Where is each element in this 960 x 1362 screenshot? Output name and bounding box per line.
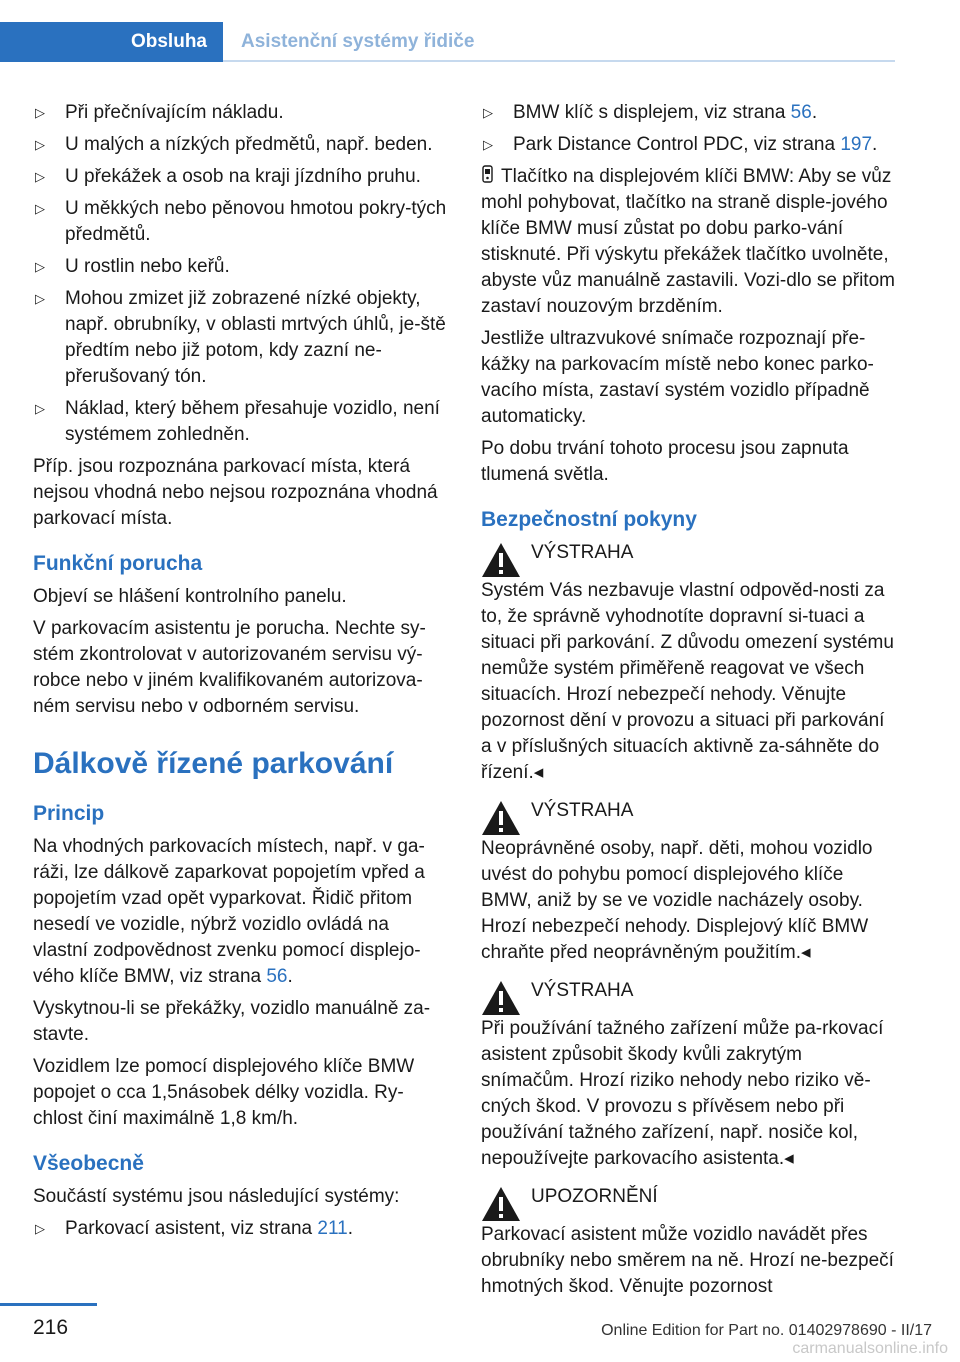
heading-general: Všeobecně [33, 1152, 144, 1175]
arrow-right-icon: ▷ [35, 291, 45, 306]
list-item-text: . [347, 1218, 353, 1239]
list-item-text: U malých a nízkých předmětů, např. beden. [65, 134, 433, 155]
tab-underline [223, 60, 895, 62]
tab-assistant-systems[interactable]: Asistenční systémy řidiče [241, 31, 475, 52]
list-item-text: BMW klíč s displejem, viz strana [513, 102, 791, 123]
heading-fault: Funkční porucha [33, 552, 203, 575]
warning-title [531, 798, 633, 824]
list-item [33, 100, 448, 126]
heading-remote-parking: Dálkově řízené parkování [33, 747, 394, 780]
paragraph: Jestliže ultrazvukové snímače rozpoznají pře-kážky na parkovacím místě nebo konec parko-vacího místa, zastaví systém vozidlo případně automaticky. [481, 328, 874, 427]
warning-title-text: UPOZORNĚNÍ [531, 1186, 658, 1207]
paragraph: V parkovacím asistentu je porucha. Nechte sy-stém zkontrolovat v autorizovaném servisu vý-robce nebo v jiném kvalifikovaném autorizova-ném servisu nebo v odborném servisu. [33, 618, 426, 717]
warning-head [481, 1184, 896, 1222]
warning-text: Parkovací asistent může vozidlo navádět přes obrubníky nebo směrem na ně. Hrozí ne-bezpečí hmotných škod. Věnujte pozornost [481, 1224, 894, 1297]
arrow-right-icon: ▷ [35, 169, 45, 184]
warning-title-text: VÝSTRAHA [531, 980, 634, 1001]
list-item [33, 396, 448, 448]
paragraph: Objeví se hlášení kontrolního panelu. [33, 586, 347, 607]
warning-triangle-icon [481, 542, 521, 578]
warning-block [481, 798, 896, 966]
footer-edition: Online Edition for Part no. 01402978690 - II/17 [601, 1322, 932, 1339]
list-item-text: U rostlin nebo keřů. [65, 256, 230, 277]
list-item [33, 164, 448, 190]
list-item-text: . [811, 102, 818, 123]
arrow-right-icon: ▷ [35, 259, 45, 274]
warning-title-text: VÝSTRAHA [531, 800, 634, 821]
warning-head [481, 540, 896, 578]
warning-block [481, 978, 896, 1172]
tab-active-label: Obsluha [130, 31, 207, 52]
paragraph [481, 164, 896, 320]
watermark: carmanualsonline.info [792, 1340, 948, 1357]
notice-block [481, 1184, 896, 1300]
page-link-211[interactable]: 211 [317, 1218, 348, 1239]
paragraph: Součástí systému jsou následující systémy: [33, 1186, 400, 1207]
warning-title [531, 540, 633, 566]
list-item-text: U měkkých nebo pěnovou hmotou pokry-tých předmětů. [65, 198, 447, 245]
warning-text: Systém Vás nezbavuje vlastní odpověd-nosti za to, že správně vyhodnotíte dopravní si-tuaci a situaci při parkování. Z důvodu omezení systému nemůže systém přiměřeně reagovat ve všech situacích. Hrozí nebezpečí nehody. Věnujte pozornost dění v provozu a situaci při parkování a v příslušných situacích aktivně za-sáhněte do řízení.◂ [481, 580, 894, 783]
warning-title [531, 978, 633, 1004]
paragraph: Vyskytnou-li se překážky, vozidlo manuálně za-stavte. [33, 998, 431, 1045]
list-item-text: U překážek a osob na kraji jízdního pruhu. [65, 166, 421, 187]
list-item-text: . [872, 134, 878, 155]
list-item-text: Náklad, který během přesahuje vozidlo, není systémem zohledněn. [65, 398, 440, 445]
heading-principle: Princip [33, 802, 105, 825]
warning-triangle-icon [481, 980, 521, 1016]
paragraph: Vozidlem lze pomocí displejového klíče BMW popojet o cca 1,5násobek délky vozidla. Ry-chlost činí maximálně 1,8 km/h. [33, 1056, 415, 1129]
arrow-right-icon: ▷ [35, 137, 45, 152]
left-column [33, 100, 448, 1248]
arrow-right-icon: ▷ [35, 1221, 45, 1236]
list-item [481, 132, 896, 158]
list-item [33, 132, 448, 158]
list-item [33, 254, 448, 280]
warning-title-text: VÝSTRAHA [531, 542, 634, 563]
warning-text: Při používání tažného zařízení může pa-rkovací asistent způsobit škody kvůli zakrytým snímačům. Hrozí riziko nehody nebo riziko vě-cných škod. V provozu s přívěsem nebo při používání tažného zařízení, např. nosiče kol, nepoužívejte parkovacího asistenta.◂ [481, 1018, 884, 1169]
list-item-text: Mohou zmizet již zobrazené nízké objekty, např. obrubníky, v oblasti mrtvých úhlů, je-ště předtím nebo již potom, kdy zazní ne-přerušovaný tón. [65, 288, 446, 387]
tab-obsluha[interactable] [0, 22, 223, 62]
paragraph-text: Na vhodných parkovacích místech, např. v ga-ráži, lze dálkově zaparkovat popojetím vpřed a popojetím vzad opět vyparkovat. Řidič přitom nesedí ve vozidle, nýbrž vozidlo ovládá na vlastní zodpovědnost zvenku pomocí displejo-vého klíče BMW, viz strana [33, 836, 425, 987]
paragraph-text: Tlačítko na displejovém klíči BMW: Aby se vůz mohl pohybovat, tlačítko na straně disple-jového klíče BMW musí zůstat po dobu parko-vání stisknuté. Při výskytu překážek tlačítko uvolněte, abyste vůz manuálně zastavili. Vozi-dlo se přitom zastaví nouzovým brzděním. [481, 166, 895, 317]
list-item [33, 1216, 448, 1242]
page-number: 216 [33, 1316, 69, 1339]
paragraph: Po dobu trvání tohoto procesu jsou zapnuta tlumená světla. [481, 438, 849, 485]
list-item [33, 196, 448, 248]
list-item [33, 286, 448, 390]
header-tabbar [0, 22, 895, 62]
arrow-right-icon: ▷ [35, 201, 45, 216]
arrow-right-icon: ▷ [483, 137, 493, 152]
right-column [481, 100, 896, 1306]
paragraph [33, 834, 448, 990]
warning-title [531, 1184, 658, 1210]
warning-head [481, 798, 896, 836]
paragraph: Příp. jsou rozpoznána parkovací místa, která nejsou vhodná nebo nejsou rozpoznána vhodná parkovací místa. [33, 456, 438, 529]
warning-text: Neoprávněné osoby, např. děti, mohou vozidlo uvést do pohybu pomocí displejového klíče BMW, aniž by se ve vozidle nacházely osoby. Hrozí nebezpečí nehody. Displejový klíč BMW chraňte před neoprávněným použitím.◂ [481, 838, 873, 963]
heading-safety: Bezpečnostní pokyny [481, 508, 697, 531]
display-key-icon [481, 165, 495, 185]
arrow-right-icon: ▷ [483, 105, 493, 120]
list-item-text: Parkovací asistent, viz strana [65, 1218, 318, 1239]
notice-triangle-icon [481, 1186, 521, 1222]
warning-block [481, 540, 896, 786]
arrow-right-icon: ▷ [35, 105, 45, 120]
list-item-text: Při přečnívajícím nákladu. [65, 102, 284, 123]
paragraph-text: . [287, 966, 293, 987]
arrow-right-icon: ▷ [35, 401, 45, 416]
page-link-197[interactable]: 197 [840, 134, 873, 155]
list-item [481, 100, 896, 126]
page-link-56[interactable]: 56 [266, 966, 288, 987]
list-item-text: Park Distance Control PDC, viz strana [513, 134, 841, 155]
page-link-56[interactable]: 56 [790, 102, 812, 123]
footer-accent-line [0, 1303, 97, 1306]
warning-triangle-icon [481, 800, 521, 836]
warning-head [481, 978, 896, 1016]
